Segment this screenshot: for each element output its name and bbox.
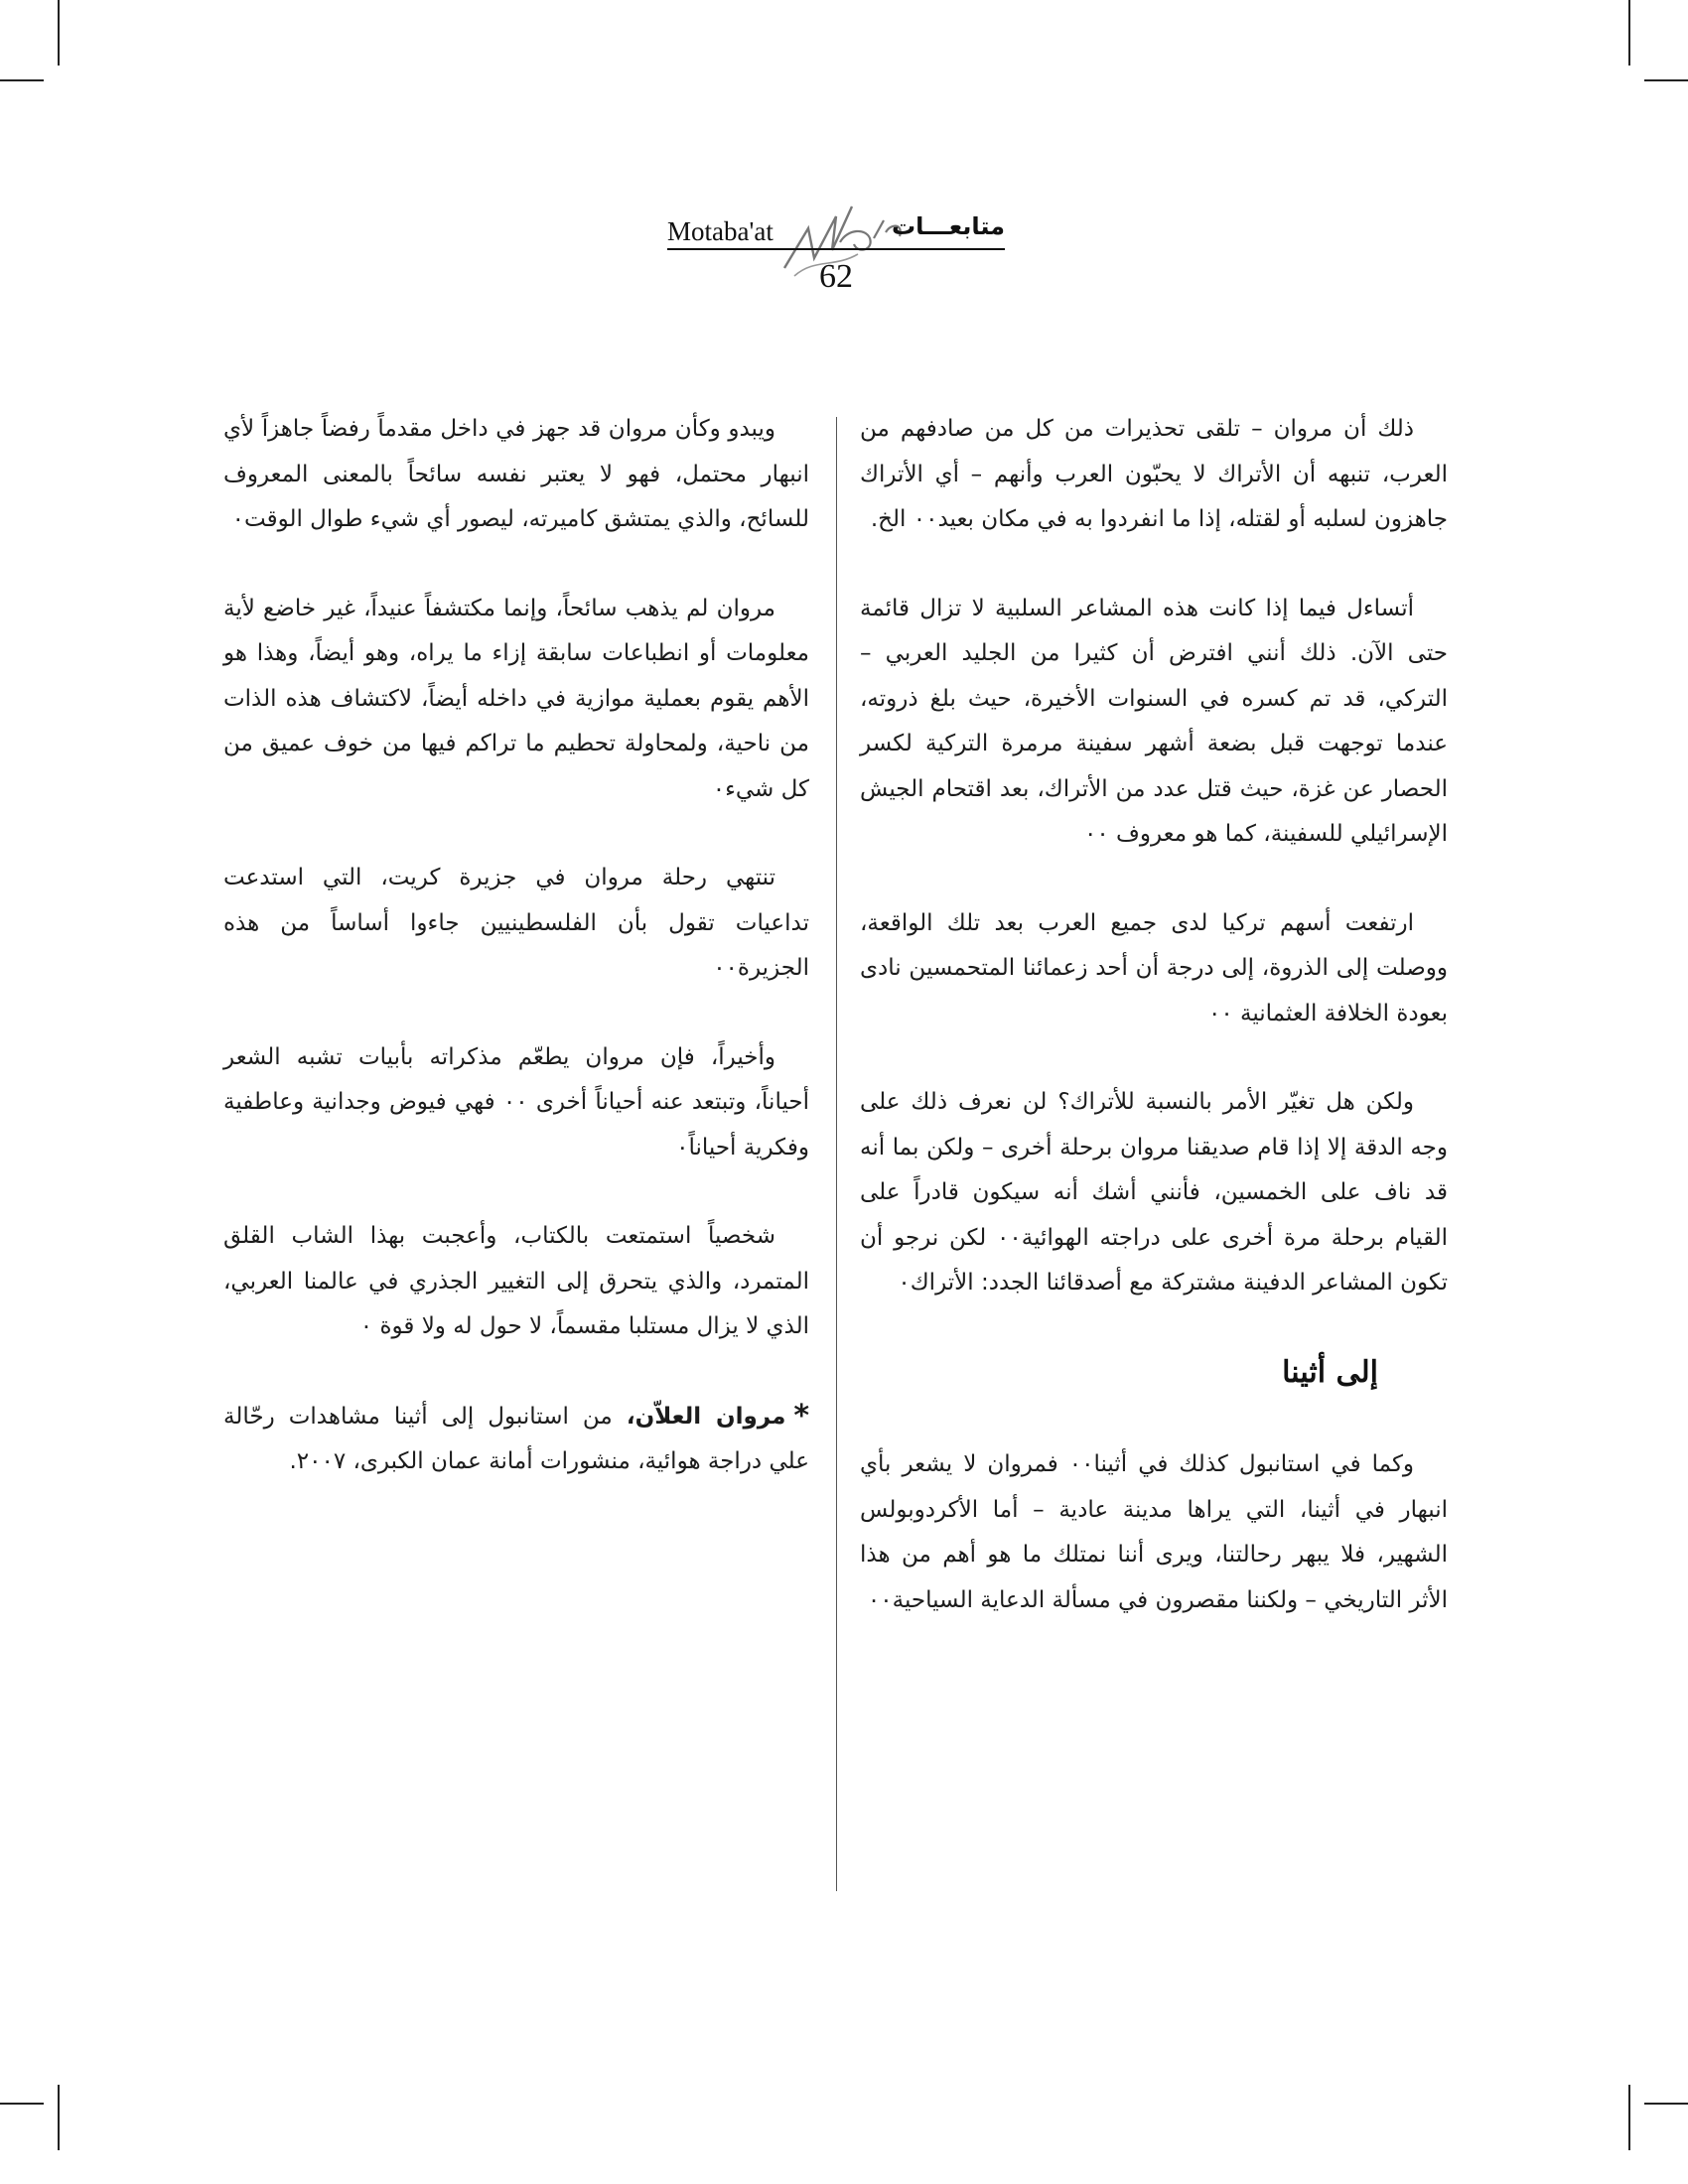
paragraph: ويبدو وكأن مروان قد جهز في داخل مقدماً رفضاً جاهزاً لأي انبهار محتمل، فهو لا يعتبر نفسه سائحاً بالمعنى المعروف للسائح، والذي يمتشق كاميرته، ليصور أي شيء طوال الوقت٠ (223, 416, 809, 532)
crop-mark-top-left-h (0, 79, 44, 81)
crop-mark-top-right (1628, 0, 1630, 66)
footnote-author: مروان العلاّن، (626, 1403, 786, 1430)
paragraph: وأخيراً، فإن مروان يطعّم مذكراته بأبيات تشبه الشعر أحياناً، وتبتعد عنه أحياناً أخرى ٠٠ فهي فيوض وجدانية وعاطفية وفكرية أحياناً٠ (223, 1043, 810, 1160)
column-divider (836, 417, 837, 1891)
crop-mark-bottom-right-h (1644, 2103, 1688, 2105)
paragraph: ذلك أن مروان – تلقى تحذيرات من كل من صادفهم من العرب، تنبهه أن الأتراك لا يحبّون العرب وأنهم – أي الأتراك جاهزون لسلبه أو لقتله، إذا ما انفردوا به في مكان بعيد٠٠ الخ. (860, 416, 1448, 532)
crop-mark-top-left (58, 0, 60, 66)
crop-mark-bottom-left (58, 2085, 60, 2150)
paragraph: شخصياً استمتعت بالكتاب، وأعجبت بهذا الشاب القلق المتمرد، والذي يتحرق إلى التغيير الجذري في عالمنا العربي، الذي لا يزال مستلبا مقسماً، لا حول له ولا قوة ٠ (223, 1223, 809, 1339)
paragraph: وكما في استانبول كذلك في أثينا٠٠ فمروان لا يشعر بأي انبهار في أثينا، التي يراها مدينة عادية – أما الأكردوبولس الشهير، فلا يبهر رحالتنا، ويرى أننا نمتلك ما هو أهم من هذا الأثر التاريخي – ولكننا مقصرون في مسألة الدعاية السياحية٠٠ (860, 1451, 1448, 1613)
crop-mark-bottom-left-h (0, 2103, 44, 2105)
page-number: 62 (819, 258, 853, 295)
footnote-mark: * (793, 1398, 810, 1433)
paragraph: ولكن هل تغيّر الأمر بالنسبة للأتراك؟ لن نعرف ذلك على وجه الدقة إلا إذا قام صديقنا مروان برحلة أخرى – ولكن بما أنه قد ناف على الخمسين، فأنني أشك أنه سيكون قادراً على القيام برحلة مرة أخرى على دراجته الهوائية٠٠ لكن نرجو أن تكون المشاعر الدفينة مشتركة مع أصدقائنا الجدد: الأتراك٠ (860, 1089, 1448, 1296)
paragraph: أتساءل فيما إذا كانت هذه المشاعر السلبية لا تزال قائمة حتى الآن. ذلك أنني افترض أن كثيرا من الجليد العربي – التركي، قد تم كسره في السنوات الأخيرة، حيث بلغ ذروته، عندما توجهت قبل بضعة أشهر سفينة مرمرة التركية لكسر الحصار عن غزة، حيث قتل عدد من الأتراك، بعد اقتحام الجيش الإسرائيلي للسفينة، كما هو معروف ٠٠ (860, 595, 1448, 847)
page-header (667, 199, 1005, 308)
section-title-english: Motaba'at (667, 216, 774, 246)
section-title-arabic: متابعـــات (892, 212, 1005, 240)
crop-mark-top-right-h (1644, 79, 1688, 81)
paragraph: تنتهي رحلة مروان في جزيرة كريت، التي استدعت تداعيات تقول بأن الفلسطينيين جاءوا أساساً من هذه الجزيرة٠٠ (223, 865, 809, 981)
section-heading: إلى أثينا (1282, 1354, 1378, 1390)
footnote (223, 1394, 809, 1485)
header-rule (667, 248, 1005, 250)
paragraph: مروان لم يذهب سائحاً، وإنما مكتشفاً عنيداً، غير خاضع لأية معلومات أو انطباعات سابقة إزاء ما يراه، وهو أيضاً، وهذا هو الأهم يقوم بعملية موازية في داخله أيضاً، لاكتشاف هذه الذات من ناحية، ولمحاولة تحطيم ما تراكم فيها من خوف عميق من كل شيء٠ (223, 595, 809, 802)
crop-mark-bottom-right (1628, 2085, 1630, 2150)
right-column (860, 407, 1448, 1667)
left-column (223, 407, 809, 1529)
footnote-text: من استانبول إلى أثينا مشاهدات رحّالة علي دراجة هوائية، منشورات أمانة عمان الكبرى، ٢٠٠٧. (223, 1403, 809, 1474)
paragraph: ارتفعت أسهم تركيا لدى جميع العرب بعد تلك الواقعة، ووصلت إلى الذروة، إلى درجة أن أحد زعمائنا المتحمسين نادى بعودة الخلافة العثمانية ٠٠ (860, 909, 1448, 1026)
